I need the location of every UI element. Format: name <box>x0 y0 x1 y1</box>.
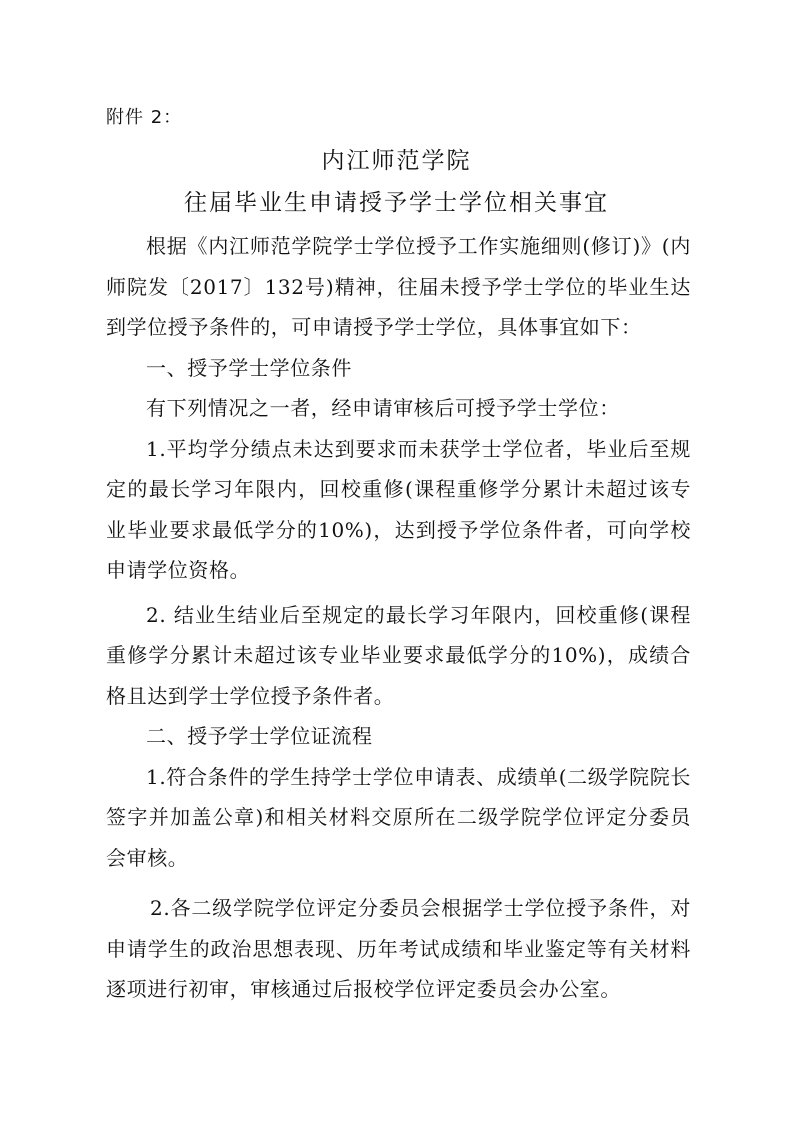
condition-item-2: 2. 结业生结业后至规定的最长学习年限内，回校重修(课程重修学分累计未超过该专业毕业要求最低学分的10%)，成绩合格且达到学士学位授予条件者。 <box>106 602 691 708</box>
institution-title: 内江师范学院 <box>321 148 472 174</box>
attachment-label: 附件 2： <box>106 107 183 128</box>
intro-paragraph: 根据《内江师范学院学士学位授予工作实施细则(修订)》(内师院发〔2017〕132号)精神，往届未授予学士学位的毕业生达到学位授予条件的，可申请授予学士学位，具体事宜如下： <box>106 234 691 339</box>
process-item-2: 2.各二级学院学位评定分委员会根据学士学位授予条件，对申请学生的政治思想表现、历年考试成绩和毕业鉴定等有关材料逐项进行初审，审核通过后报校学位评定委员会办公室。 <box>106 896 691 1001</box>
conditions-lead-paragraph: 有下列情况之一者，经申请审核后可授予学士学位： <box>146 396 620 420</box>
document-body <box>106 226 691 1010</box>
process-item-1: 1.符合条件的学生持学士学位申请表、成绩单(二级学院院长签字并加盖公章)和相关材料交原所在二级学院学位评定分委员会审核。 <box>106 764 691 870</box>
condition-item-1: 1.平均学分绩点未达到要求而未获学士学位者，毕业后至规定的最长学习年限内，回校重修(课程重修学分累计未超过该专业毕业要求最低学分的10%)，达到授予学位条件者，可向学校申请学位资格。 <box>106 436 691 582</box>
section-heading-conditions: 一、授予学士学位条件 <box>146 355 352 380</box>
section-heading-process: 二、授予学士学位证流程 <box>146 724 373 748</box>
document-title: 往届毕业生申请授予学士学位相关事宜 <box>184 190 609 216</box>
